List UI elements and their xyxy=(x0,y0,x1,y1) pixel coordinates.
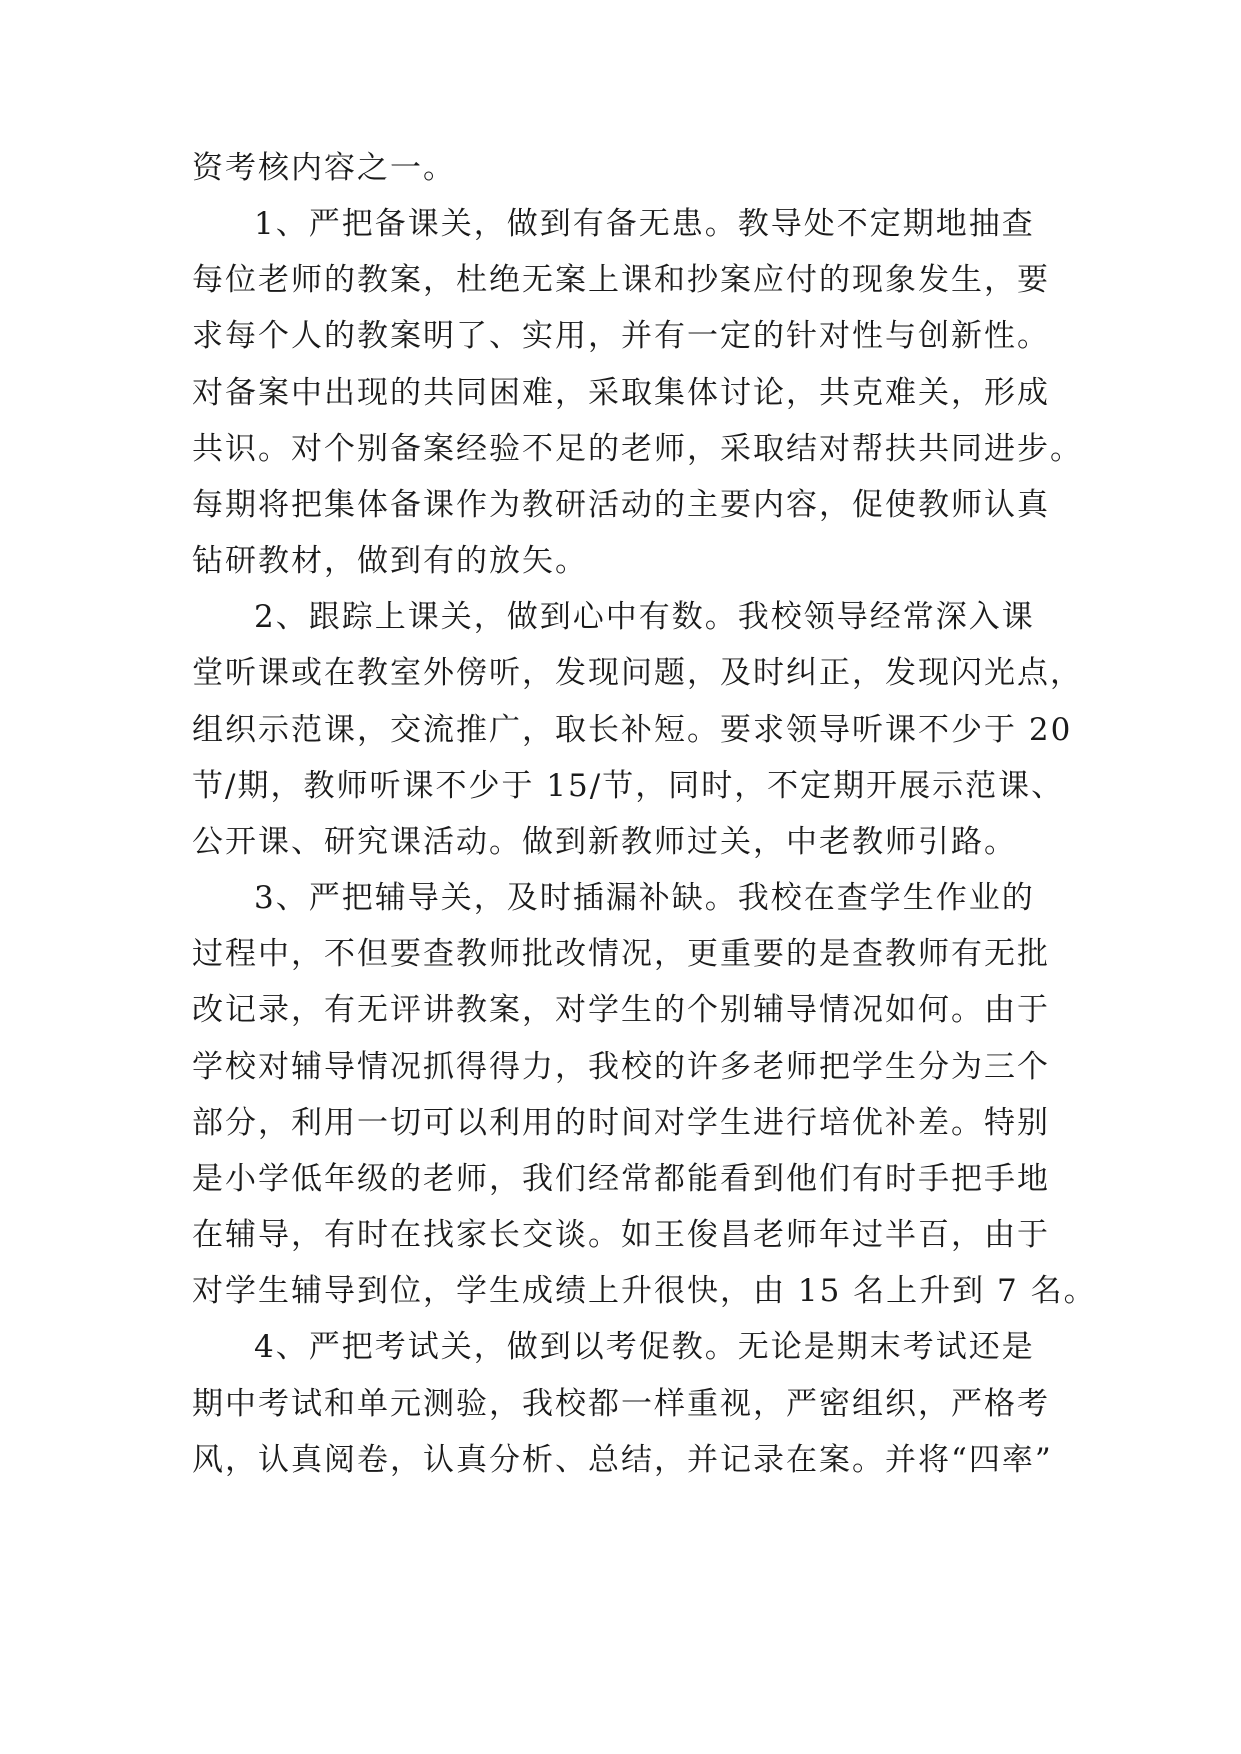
text-line: 每期将把集体备课作为教研活动的主要内容，促使教师认真 xyxy=(192,487,1050,523)
paragraph-3-start: 3、严把辅导关，及时插漏补缺。我校在查学生作业的 xyxy=(254,880,1035,916)
text-line: 风，认真阅卷，认真分析、总结，并记录在案。并将“四率” xyxy=(192,1442,1053,1478)
text-line: 资考核内容之一。 xyxy=(192,150,456,186)
text-line: 共识。对个别备案经验不足的老师，采取结对帮扶共同进步。 xyxy=(192,431,1083,467)
text-line: 公开课、研究课活动。做到新教师过关，中老教师引路。 xyxy=(192,824,1017,860)
text-line: 对学生辅导到位，学生成绩上升很快，由 15 名上升到 7 名。 xyxy=(192,1273,1097,1309)
paragraph-2-start: 2、跟踪上课关，做到心中有数。我校领导经常深入课 xyxy=(254,599,1035,635)
text-line: 求每个人的教案明了、实用，并有一定的针对性与创新性。 xyxy=(192,318,1050,354)
paragraph-4-start: 4、严把考试关，做到以考促教。无论是期末考试还是 xyxy=(254,1329,1035,1365)
text-line: 每位老师的教案，杜绝无案上课和抄案应付的现象发生，要 xyxy=(192,262,1050,298)
text-line: 期中考试和单元测验，我校都一样重视，严密组织，严格考 xyxy=(192,1386,1050,1422)
text-line: 是小学低年级的老师，我们经常都能看到他们有时手把手地 xyxy=(192,1161,1050,1197)
text-line: 过程中，不但要查教师批改情况，更重要的是查教师有无批 xyxy=(192,936,1050,972)
text-line: 改记录，有无评讲教案，对学生的个别辅导情况如何。由于 xyxy=(192,992,1050,1028)
text-line: 部分，利用一切可以利用的时间对学生进行培优补差。特别 xyxy=(192,1105,1050,1141)
text-line: 对备案中出现的共同困难，采取集体讨论，共克难关，形成 xyxy=(192,375,1050,411)
text-line: 组织示范课，交流推广，取长补短。要求领导听课不少于 20 xyxy=(192,712,1073,748)
text-line: 在辅导，有时在找家长交谈。如王俊昌老师年过半百，由于 xyxy=(192,1217,1050,1253)
paragraph-1-start: 1、严把备课关，做到有备无患。教导处不定期地抽查 xyxy=(254,206,1035,242)
text-line: 堂听课或在教室外傍听，发现问题，及时纠正，发现闪光点， xyxy=(192,655,1083,691)
text-line: 学校对辅导情况抓得得力，我校的许多老师把学生分为三个 xyxy=(192,1049,1050,1085)
text-line: 钻研教材，做到有的放矢。 xyxy=(192,543,588,579)
text-line: 节/期，教师听课不少于 15/节，同时，不定期开展示范课、 xyxy=(192,768,1065,804)
